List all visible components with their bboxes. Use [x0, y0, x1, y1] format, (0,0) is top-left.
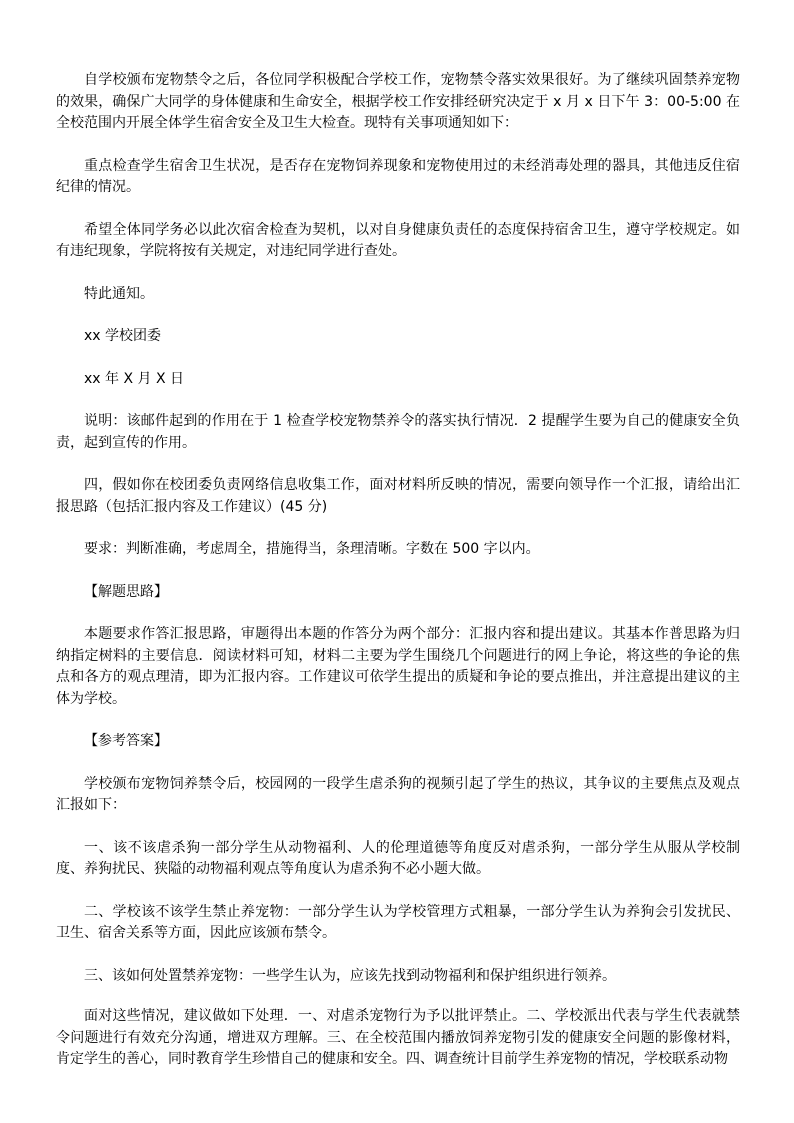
- paragraph-inspection-focus: 重点检查学生宿舍卫生状况，是否存在宠物饲养现象和宠物使用过的未经消毒处理的器具，其他违反住宿纪律的情况。: [56, 157, 740, 195]
- paragraph-suggestions: 面对这些情况，建议做如下处理．一、对虐杀宠物行为予以批评禁止。二、学校派出代表与学生代表就禁令问题进行有效充分沟通，增进双方理解。三、在全校范围内播放饲养宠物引发的健康安全问题的影像材料，肯定学生的善心，同时教育学生珍惜自己的健康和安全。四、调查统计目前学生养宠物的情况，学校联系动物: [56, 1008, 740, 1067]
- signature-date: xx 年 X 月 X 日: [84, 370, 185, 387]
- heading-reference-answer: 【参考答案】: [84, 733, 168, 749]
- answer-point-one: 一、该不该虐杀狗一部分学生从动物福利、人的伦理道德等角度反对虐杀狗，一部分学生从服从学校制度、养狗扰民、狭隘的动物福利观点等角度认为虐杀狗不必小题大做。: [56, 839, 740, 877]
- question-four: 四，假如你在校团委负责网络信息收集工作，面对材料所反映的情况，需要向领导作一个汇报，请给出汇报思路（包括汇报内容及工作建议）(45 分): [56, 477, 740, 515]
- paragraph-notice-closing: 特此通知。: [84, 285, 154, 302]
- answer-point-three: 三、该如何处置禁养宠物：一些学生认为，应该先找到动物福利和保护组织进行领养。: [84, 967, 616, 984]
- paragraph-solution-approach: 本题要求作答汇报思路，审题得出本题的作答分为两个部分：汇报内容和提出建议。其基本作普思路为归纳指定树料的主要信息．阅读材料可知，材料二主要为学生围绕几个问题进行的网上争论，将这些的争论的焦点和各方的观点理清，即为汇报内容。工作建议可依学生提出的质疑和争论的要点推出，并注意提出建议的主体为学校。: [56, 626, 740, 707]
- answer-point-two: 二、学校该不该学生禁止养宠物：一部分学生认为学校管理方式粗暴，一部分学生认为养狗会引发扰民、卫生、宿舍关系等方面，因此应该颁布禁令。: [56, 903, 740, 941]
- signature-org: xx 学校团委: [84, 328, 162, 344]
- document-body: [56, 70, 740, 1071]
- paragraph-notice-intro: 自学校颁布宠物禁令之后，各位同学积极配合学校工作，宠物禁令落实效果很好。为了继续巩固禁养宠物的效果，确保广大同学的身体健康和生命安全，根据学校工作安排经研究决定于 x 月 x 日下午 3：00-5:00 在全校范围内开展全体学生宿舍安全及卫生大检查。现特有关事项通知如下：: [56, 72, 740, 131]
- paragraph-answer-intro: 学校颁布宠物饲养禁令后，校园网的一段学生虐杀狗的视频引起了学生的热议，其争议的主要焦点及观点汇报如下：: [56, 775, 740, 813]
- paragraph-hope: 希望全体同学务必以此次宿舍检查为契机，以对自身健康负责任的态度保持宿舍卫生，遵守学校规定。如有违纪现象，学院将按有关规定，对违纪同学进行查处。: [56, 221, 740, 259]
- paragraph-explanation: 说明：该邮件起到的作用在于 1 检查学校宠物禁养令的落实执行情况．2 提醒学生要为自己的健康安全负责，起到宣传的作用。: [56, 413, 740, 451]
- heading-solution-approach: 【解题思路】: [84, 583, 168, 600]
- question-requirements: 要求：判断准确，考虑周全，措施得当，条理清晰。字数在 500 字以内。: [84, 541, 540, 557]
